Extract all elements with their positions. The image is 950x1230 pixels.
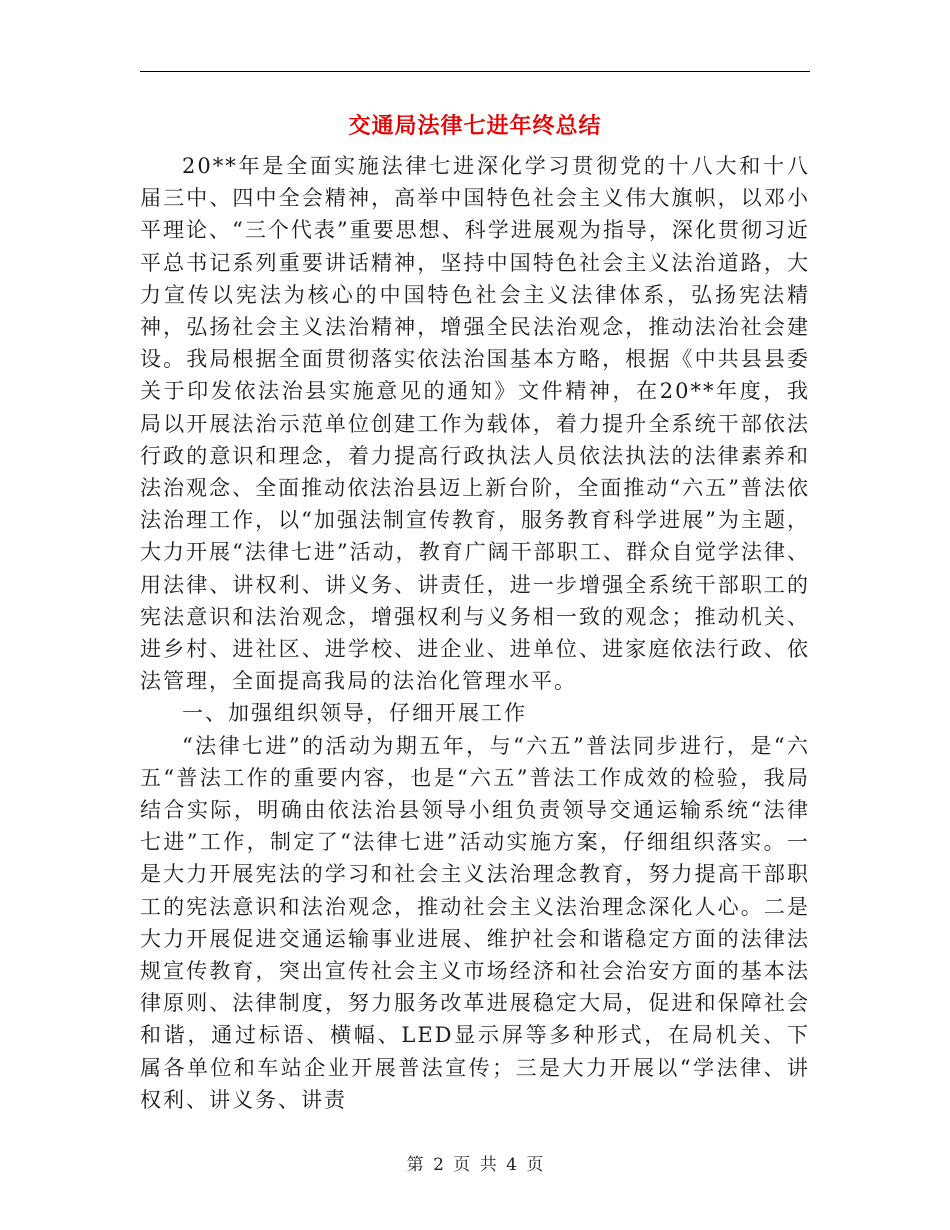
paragraph-section-1: “法律七进”的活动为期五年，与“六五”普法同步进行，是“六五“普法工作的重要内容，也是“六五”普法工作成效的检验，我局结合实际，明确由依法治县领导小组负责领导交通运输系统“法律七进”工作，制定了“法律七进”活动实施方案，仔细组织落实。一是大力开展宪法的学习和社会主义法治理念教育，努力提高干部职工的宪法意识和法治观念，推动社会主义法治理念深化人心。二是大力开展促进交通运输事业进展、维护社会和谐稳定方面的法律法规宣传教育，突出宣传社会主义市场经济和社会治安方面的基本法律原则、法律制度，努力服务改革进展稳定大局，促进和保障社会和谐，通过标语、横幅、LED显示屏等多种形式，在局机关、下属各单位和车站企业开展普法宣传；三是大力开展以“学法律、讲权利、讲义务、讲责 — [140, 733, 810, 1112]
header-rule — [140, 71, 810, 72]
section-heading-1: 一、加强组织领导，仔细开展工作 — [182, 701, 527, 726]
paragraph-intro: 20**年是全面实施法律七进深化学习贯彻党的十八大和十八届三中、四中全会精神，高举中国特色社会主义伟大旗帜，以邓小平理论、“三个代表”重要思想、科学进展观为指导，深化贯彻习近平总书记系列重要讲话精神，坚持中国特色社会主义法治道路，大力宣传以宪法为核心的中国特色社会主义法律体系，弘扬宪法精神，弘扬社会主义法治精神，增强全民法治观念，推动法治社会建设。我局根据全面贯彻落实依法治国基本方略，根据《中共县县委关于印发依法治县实施意见的通知》文件精神，在20**年度，我局以开展法治示范单位创建工作为载体，着力提升全系统干部依法行政的意识和理念，着力提高行政执法人员依法执法的法律素养和法治观念、全面推动依法治县迈上新台阶，全面推动“六五”普法依法治理工作，以“加强法制宣传教育，服务教育科学进展”为主题，大力开展“法律七进”活动，教育广阔干部职工、群众自觉学法律、用法律、讲权利、讲义务、讲责任，进一步增强全系统干部职工的宪法意识和法治观念，增强权利与义务相一致的观念；推动机关、进乡村、进社区、进学校、进企业、进单位、进家庭依法行政、依法管理，全面提高我局的法治化管理水平。 — [140, 154, 810, 694]
document-title: 交通局法律七进年终总结 — [348, 113, 602, 139]
document-body — [140, 150, 810, 1116]
page-number: 第 2 页 共 4 页 — [406, 1155, 544, 1175]
